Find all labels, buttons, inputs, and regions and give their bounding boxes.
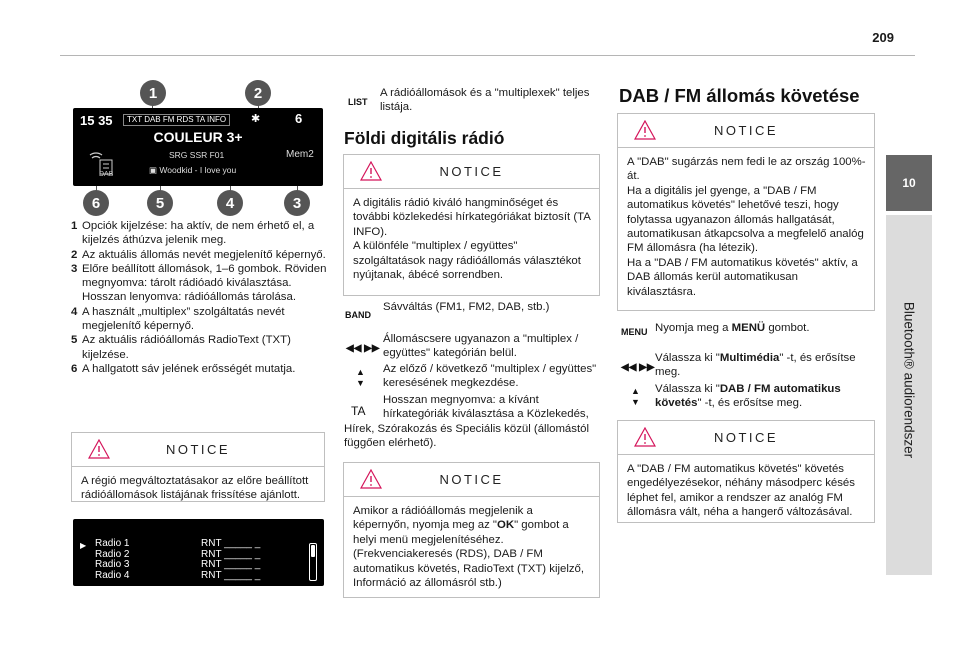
chapter-label: Bluetooth® audiorendszer [901,301,917,459]
bluetooth-icon: ✱ [251,113,261,125]
dab-label: DAB [99,171,114,178]
callout-1: 1 [140,80,166,106]
callout-3: 3 [284,190,310,216]
chapter-number: 10 [886,155,932,211]
ta-button-icon: TA [351,404,366,418]
notice-title: NOTICE [439,164,504,179]
menu-text: Nyomja meg a MENÜ gombot. [655,322,810,334]
notice-text: A "DAB" sugárzás nem fedi le az ország 100%-át. Ha a digitális jel gyenge, a "DAB / FM automatikus követés" lehetővé teszi, hogy folytassa ugyanazon állomás hallgatását, automatikusan átkapcsolva a megfelelő analóg FM állomásra (ha létezik). Ha a "DAB / FM automatikus követés" aktív, a DAB állomás kerül automatikusan kiválasztásra. [627,156,866,298]
callout-2: 2 [245,80,271,106]
station-list-screen: ▶ Radio 1 Radio 2 Radio 3 Radio 4 RNT _____ _ RNT _____ _ RNT _____ _ RNT _____ _ [73,519,324,586]
arrow-right-icon: ▶ [80,541,87,550]
notice-box [343,154,600,296]
notice-title: NOTICE [713,430,779,445]
station-name: COULEUR 3+ [153,129,243,145]
section-heading: Földi digitális rádió [344,128,505,148]
page-number: 209 [872,30,894,45]
notice-text: A régió megváltoztatásakor az előre beállított rádióállomások listájának frissítése ajánlott. [81,475,309,502]
radiotext: ▣ Woodkid - I love you [149,165,237,175]
callout-6: 6 [83,190,109,216]
prev-next-text: Az előző / következő "multiplex / együttes" keresésének megkezdése. [383,363,597,390]
notice-box [617,113,875,311]
notice-text: A "DAB / FM automatikus követés" követés engedélyezésekor, néhány másodperc késés léphet fel, amikor a rendszer az analóg FM állomásra vált, néha a hangerő változásával. [627,463,855,519]
list-item: 4 A használt „multiplex” szolgáltatás nevét megjelenítő képernyő. [71,305,285,333]
memory-slot: Mem2 [286,149,314,160]
band-text: Sávváltás (FM1, FM2, DAB, stb.) [383,301,550,313]
notice-title: NOTICE [439,472,504,487]
notice-text: Amikor a rádióállomás megjelenik a képernyőn, nyomja meg az "OK" gombot a helyi menü megjelenítéséhez. (Frekvenciakeresés (RDS), DAB / FM automatikus követés, RadioText (TXT) kijelző, Információ az állomásról stb.) [353,505,585,590]
list-button-icon: LIST [348,97,368,107]
band-button-icon: BAND [345,310,371,320]
notice-box [617,420,875,523]
callout-list [71,219,327,376]
dab-signal-icon [87,148,121,180]
callout-4: 4 [217,190,243,216]
left-right-arrows-icon: ◀◀ ▶▶ [621,362,655,373]
select-dab-fm-text: Válassza ki "DAB / FM automatikus követés" -t, és erősítse meg. [655,383,841,410]
list-text: A rádióállomások és a "multiplexek" teljes listája. [380,87,590,114]
select-multimedia-text: Válassza ki "Multimédia" -t, és erősítse meg. [655,352,856,379]
chapter-tab [886,155,932,575]
up-down-arrows-icon: ▲ ▼ [356,367,365,388]
notice-title: NOTICE [713,123,779,138]
multiplex-name: SRG SSR F01 [169,150,225,160]
notice-box [343,462,600,598]
clock: 15 35 [80,113,113,128]
ta-text-continued: Hírek, Szórakozás és Speciális közül (állomástól függően elérhető). [344,423,589,450]
section-heading: DAB / FM állomás követése [619,85,860,106]
notice-box [71,432,325,502]
list-item: 2 Az aktuális állomás nevét megjelenítő képernyő. [71,248,326,261]
list-item: 6 A hallgatott sáv jelének erősségét mutatja. [71,362,296,375]
notice-text: A digitális rádió kiváló hangminőséget és további közlekedési hírkategóriákat biztosít (TA INFO). A különféle "multiplex / együttes" szolgáltatások nagy rádióállomás választékot nyújtanak, ábécé sorrendben. [353,197,591,282]
header-rule [60,55,915,56]
signal-strength: 6 [295,111,303,126]
list-item: 1 Opciók kijelzése: ha aktív, de nem érhető el, a kijelzés áthúzva jelenik meg. [71,220,315,247]
callout-5: 5 [147,190,173,216]
up-down-arrows-icon: ▲ ▼ [631,386,640,407]
radio-screen [73,108,323,186]
menu-button-icon: MENU [621,327,648,337]
seek-text: Állomáscsere ugyanazon a "multiplex / együttes" kategórián belül. [383,333,579,360]
scrollbar [309,543,317,581]
ta-text: Hosszan megnyomva: a kívánt hírkategóriák kiválasztása a Közlekedés, [383,394,589,421]
list-item: 3 Előre beállított állomások, 1–6 gombok. Röviden megnyomva: tárolt rádióadó kiválasztása. Hosszan lenyomva: rádióállomás tárolása. [71,262,327,304]
seek-arrows-icon: ◀◀ ▶▶ [346,343,380,354]
notice-title: NOTICE [165,442,231,457]
option-flags: TXT DAB FM RDS TA INFO [123,114,230,126]
list-item: 5 Az aktuális rádióállomás RadioText (TXT) kijelzése. [71,334,291,361]
